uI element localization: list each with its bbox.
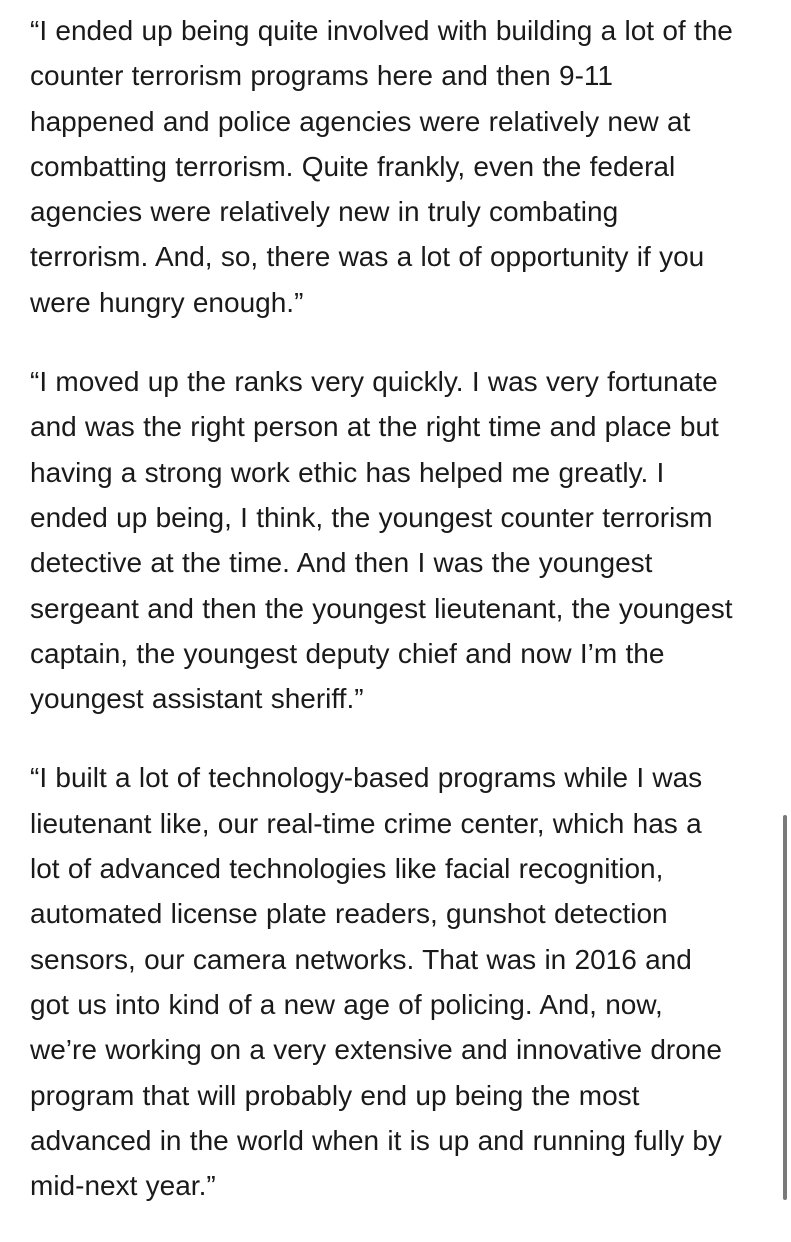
text-line: we’re working on a very extensive and innovative drone: [30, 1034, 722, 1066]
text-line: ended up being, I think, the youngest counter terrorism: [30, 501, 713, 533]
text-line: “I built a lot of technology-based programs while I was: [30, 762, 703, 794]
text-line: program that will probably end up being the most: [30, 1079, 640, 1111]
text-line: agencies were relatively new in truly combating: [30, 196, 619, 228]
quote-paragraph-3: [30, 755, 775, 1208]
text-line: lieutenant like, our real-time crime center, which has a: [30, 807, 702, 839]
vertical-scrollbar[interactable]: [781, 0, 791, 1200]
text-line: sergeant and then the youngest lieutenant, the youngest: [30, 592, 733, 624]
text-line: detective at the time. And then I was the youngest: [30, 547, 653, 579]
text-line: happened and police agencies were relatively new at: [30, 105, 691, 137]
text-line: counter terrorism programs here and then 9-11: [30, 60, 613, 92]
text-line: and was the right person at the right time and place but: [30, 411, 719, 443]
quote-paragraph-2: [30, 359, 775, 721]
text-line: having a strong work ethic has helped me greatly. I: [30, 456, 665, 488]
text-line: “I ended up being quite involved with building a lot of the: [30, 15, 733, 46]
text-line: sensors, our camera networks. That was in 2016 and: [30, 943, 692, 975]
text-line: captain, the youngest deputy chief and now I’m the: [30, 637, 665, 669]
text-line: advanced in the world when it is up and running fully by: [30, 1124, 722, 1156]
text-line: mid-next year.”: [30, 1170, 216, 1202]
text-line: lot of advanced technologies like facial recognition,: [30, 853, 664, 885]
text-line: youngest assistant sheriff.”: [30, 683, 364, 715]
text-line: automated license plate readers, gunshot detection: [30, 898, 668, 930]
article-body: [30, 8, 775, 1242]
scrollbar-thumb[interactable]: [783, 815, 787, 1200]
text-line: “I moved up the ranks very quickly. I was very fortunate: [30, 366, 718, 398]
text-line: combatting terrorism. Quite frankly, even the federal: [30, 150, 676, 182]
text-line: were hungry enough.”: [30, 286, 304, 318]
quote-paragraph-1: [30, 8, 775, 325]
text-line: terrorism. And, so, there was a lot of opportunity if you: [30, 241, 705, 273]
text-line: got us into kind of a new age of policing. And, now,: [30, 988, 663, 1020]
